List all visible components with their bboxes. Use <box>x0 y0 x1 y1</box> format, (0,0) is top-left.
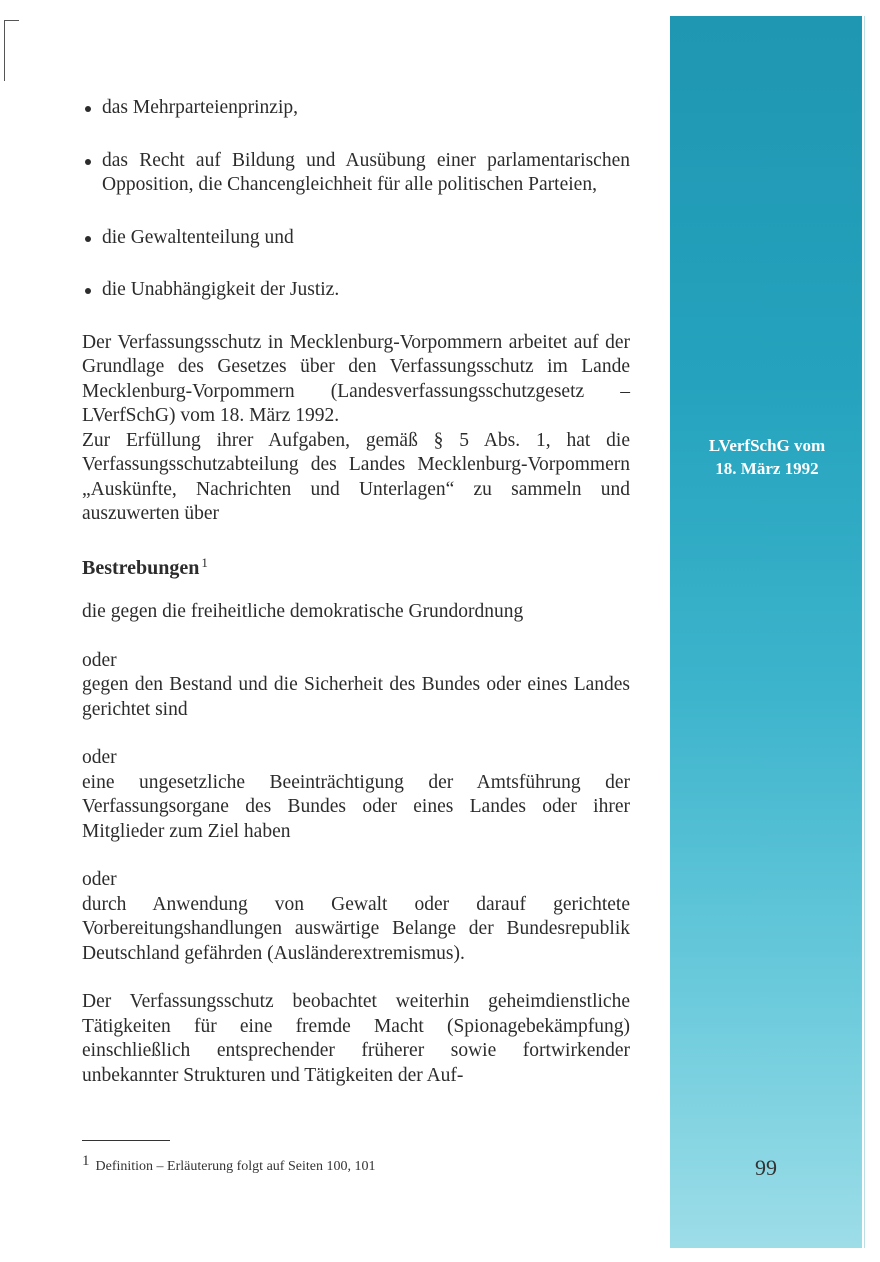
closing-paragraph: Der Verfassungsschutz beobachtet weiterhin geheimdienstliche Tätigkeiten für eine fremde Macht (Spionagebekämpfung) einschließlich entsprechender früherer sowie fortwirkender unbekannter Strukturen und Tätigkeiten der Auf- <box>82 991 630 1086</box>
aim-1: die gegen die freiheitliche demokratische Grundordnung <box>82 601 524 622</box>
teal-sidebar <box>670 16 862 1248</box>
list-item: das Recht auf Bildung und Ausübung einer parlamentarischen Opposition, die Chancengleichheit für alle politischen Parteien, <box>82 149 630 198</box>
footnote <box>82 1153 642 1175</box>
sidebar-note-line-2: 18. März 1992 <box>715 459 819 478</box>
list-item: die Unabhängigkeit der Justiz. <box>82 278 630 303</box>
list-item: die Gewaltenteilung und <box>82 226 630 251</box>
heading-text: Bestrebungen <box>82 556 200 579</box>
footnote-text: Definition – Erläuterung folgt auf Seiten 100, 101 <box>95 1159 376 1174</box>
footnote-number: 1 <box>82 1153 90 1169</box>
intro-paragraph: Der Verfassungsschutz in Mecklenburg-Vorpommern arbeitet auf der Grundlage des Gesetzes über den Verfassungsschutz im Lande Mecklenburg-Vorpommern (Landesverfassungsschutzgesetz – LVerfSchG) vom 18. März 1992. <box>82 331 630 426</box>
sidebar-note-line-1: LVerfSchG vom <box>708 436 826 455</box>
connector-oder: oder <box>82 649 117 671</box>
list-item: das Mehrparteienprinzip, <box>82 96 630 121</box>
footnote-divider <box>82 1140 170 1141</box>
principles-list <box>82 96 630 303</box>
footnote-reference: 1 <box>201 554 208 570</box>
page-number: 99 <box>755 1155 777 1180</box>
connector-oder: oder <box>82 869 117 890</box>
section-heading <box>82 551 630 581</box>
duties-paragraph: Zur Erfüllung ihrer Aufgaben, gemäß § 5 Abs. 1, hat die Verfassungsschutzabteilung des Landes Mecklenburg-Vorpommern „Auskünfte, Nachrichten und Unterlagen“ zu sammeln und auszuwerten über <box>82 429 630 524</box>
aim-2: gegen den Bestand und die Sicherheit des Bundes oder eines Landes gerichtet sind <box>82 674 630 720</box>
aim-4: durch Anwendung von Gewalt oder darauf gerichtete Vorbereitungshandlungen auswärtige Belange der Bundesrepublik Deutschland gefährden (Ausländerextremismus). <box>82 893 630 964</box>
crop-mark <box>4 20 19 81</box>
sidebar-edge-line <box>864 16 865 1248</box>
main-text-column <box>82 96 630 1088</box>
aim-3: eine ungesetzliche Beeinträchtigung der Amtsführung der Verfassungsorgane des Bundes oder eines Landes oder ihrer Mitglieder zum Ziel haben <box>82 771 630 842</box>
connector-oder: oder <box>82 747 117 768</box>
sidebar-margin-note <box>680 434 854 480</box>
